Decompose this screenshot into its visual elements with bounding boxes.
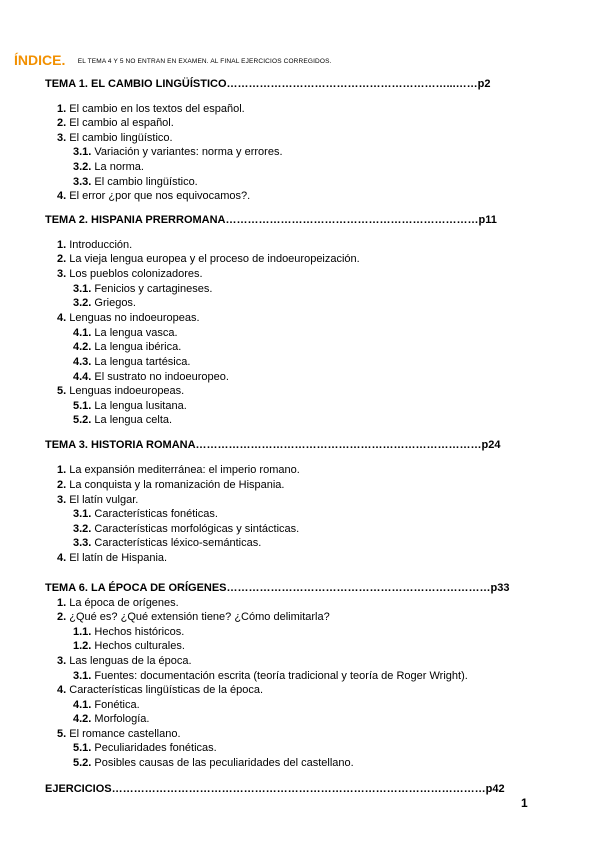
list-item: 1.1. Hechos históricos. [73,626,185,638]
list-item: 5.1. La lengua lusitana. [73,400,187,412]
list-item: 4. Características lingüísticas de la época. [57,684,264,696]
tema6-heading: TEMA 6. LA ÉPOCA DE ORÍGENES………………………………………………………………p33 [45,582,510,594]
list-item: 5.2. La lengua celta. [73,414,173,426]
list-item: 4.1. La lengua vasca. [73,327,178,339]
list-item: 1. La época de orígenes. [57,597,179,609]
list-item: 3.1. Características fonéticas. [73,508,218,520]
tema3-heading: TEMA 3. HISTORIA ROMANA……………………………………………………………………p24 [45,439,501,451]
list-item: 3.3. Características léxico-semánticas. [73,537,262,549]
list-item: 3. El cambio lingüístico. [57,132,173,144]
list-item: 3.2. Características morfológicas y sintácticas. [73,523,300,535]
list-item: 4. El error ¿por que nos equivocamos?. [57,190,251,202]
list-item: 4.2. La lengua ibérica. [73,341,182,353]
list-item: 3. El latín vulgar. [57,494,139,506]
list-item: 4.2. Morfología. [73,713,150,725]
list-item: 1. Introducción. [57,239,133,251]
tema1-heading: TEMA 1. EL CAMBIO LINGÜÍSTICO……………………………………………………...……p2 [45,78,491,90]
index-header [14,52,332,70]
page-number: 1 [521,796,528,810]
list-item: 2. El cambio al español. [57,117,174,129]
list-item: 5.2. Posibles causas de las peculiaridades del castellano. [73,757,354,769]
list-item: 1. La expansión mediterránea: el imperio romano. [57,464,300,476]
list-item: 3.1. Variación y variantes: norma y errores. [73,146,283,158]
list-item: 4.3. La lengua tartésica. [73,356,191,368]
list-item: 2. La vieja lengua europea y el proceso de indoeuropeización. [57,253,360,265]
list-item: 1. El cambio en los textos del español. [57,103,245,115]
list-item: 5.1. Peculiaridades fonéticas. [73,742,217,754]
list-item: 2. La conquista y la romanización de Hispania. [57,479,285,491]
list-item: 5. El romance castellano. [57,728,181,740]
list-item: 3. Las lenguas de la época. [57,655,192,667]
list-item: 4.4. El sustrato no indoeuropeo. [73,371,229,383]
list-item: 3. Los pueblos colonizadores. [57,268,203,280]
ejercicios-heading: EJERCICIOS…………………………………………………………………………………………p42 [45,783,505,795]
list-item: 4. Lenguas no indoeuropeas. [57,312,200,324]
list-item: 1.2. Hechos culturales. [73,640,185,652]
list-item: 4. El latín de Hispania. [57,552,168,564]
index-title: ÍNDICE. [14,52,66,68]
index-note: EL TEMA 4 Y 5 NO ENTRAN EN EXAMEN. AL FINAL EJERCICIOS CORREGIDOS. [77,58,332,65]
list-item: 4.1. Fonética. [73,699,140,711]
list-item: 3.3. El cambio lingüístico. [73,176,198,188]
list-item: 3.1. Fenicios y cartagineses. [73,283,213,295]
list-item: 3.2. Griegos. [73,297,136,309]
list-item: 3.1. Fuentes: documentación escrita (teoría tradicional y teoría de Roger Wright). [73,670,468,682]
tema2-heading: TEMA 2. HISPANIA PRERROMANA……………………………………………………………p11 [45,214,497,226]
list-item: 2. ¿Qué es? ¿Qué extensión tiene? ¿Cómo delimitarla? [57,611,330,623]
list-item: 3.2. La norma. [73,161,144,173]
list-item: 5. Lenguas indoeuropeas. [57,385,185,397]
